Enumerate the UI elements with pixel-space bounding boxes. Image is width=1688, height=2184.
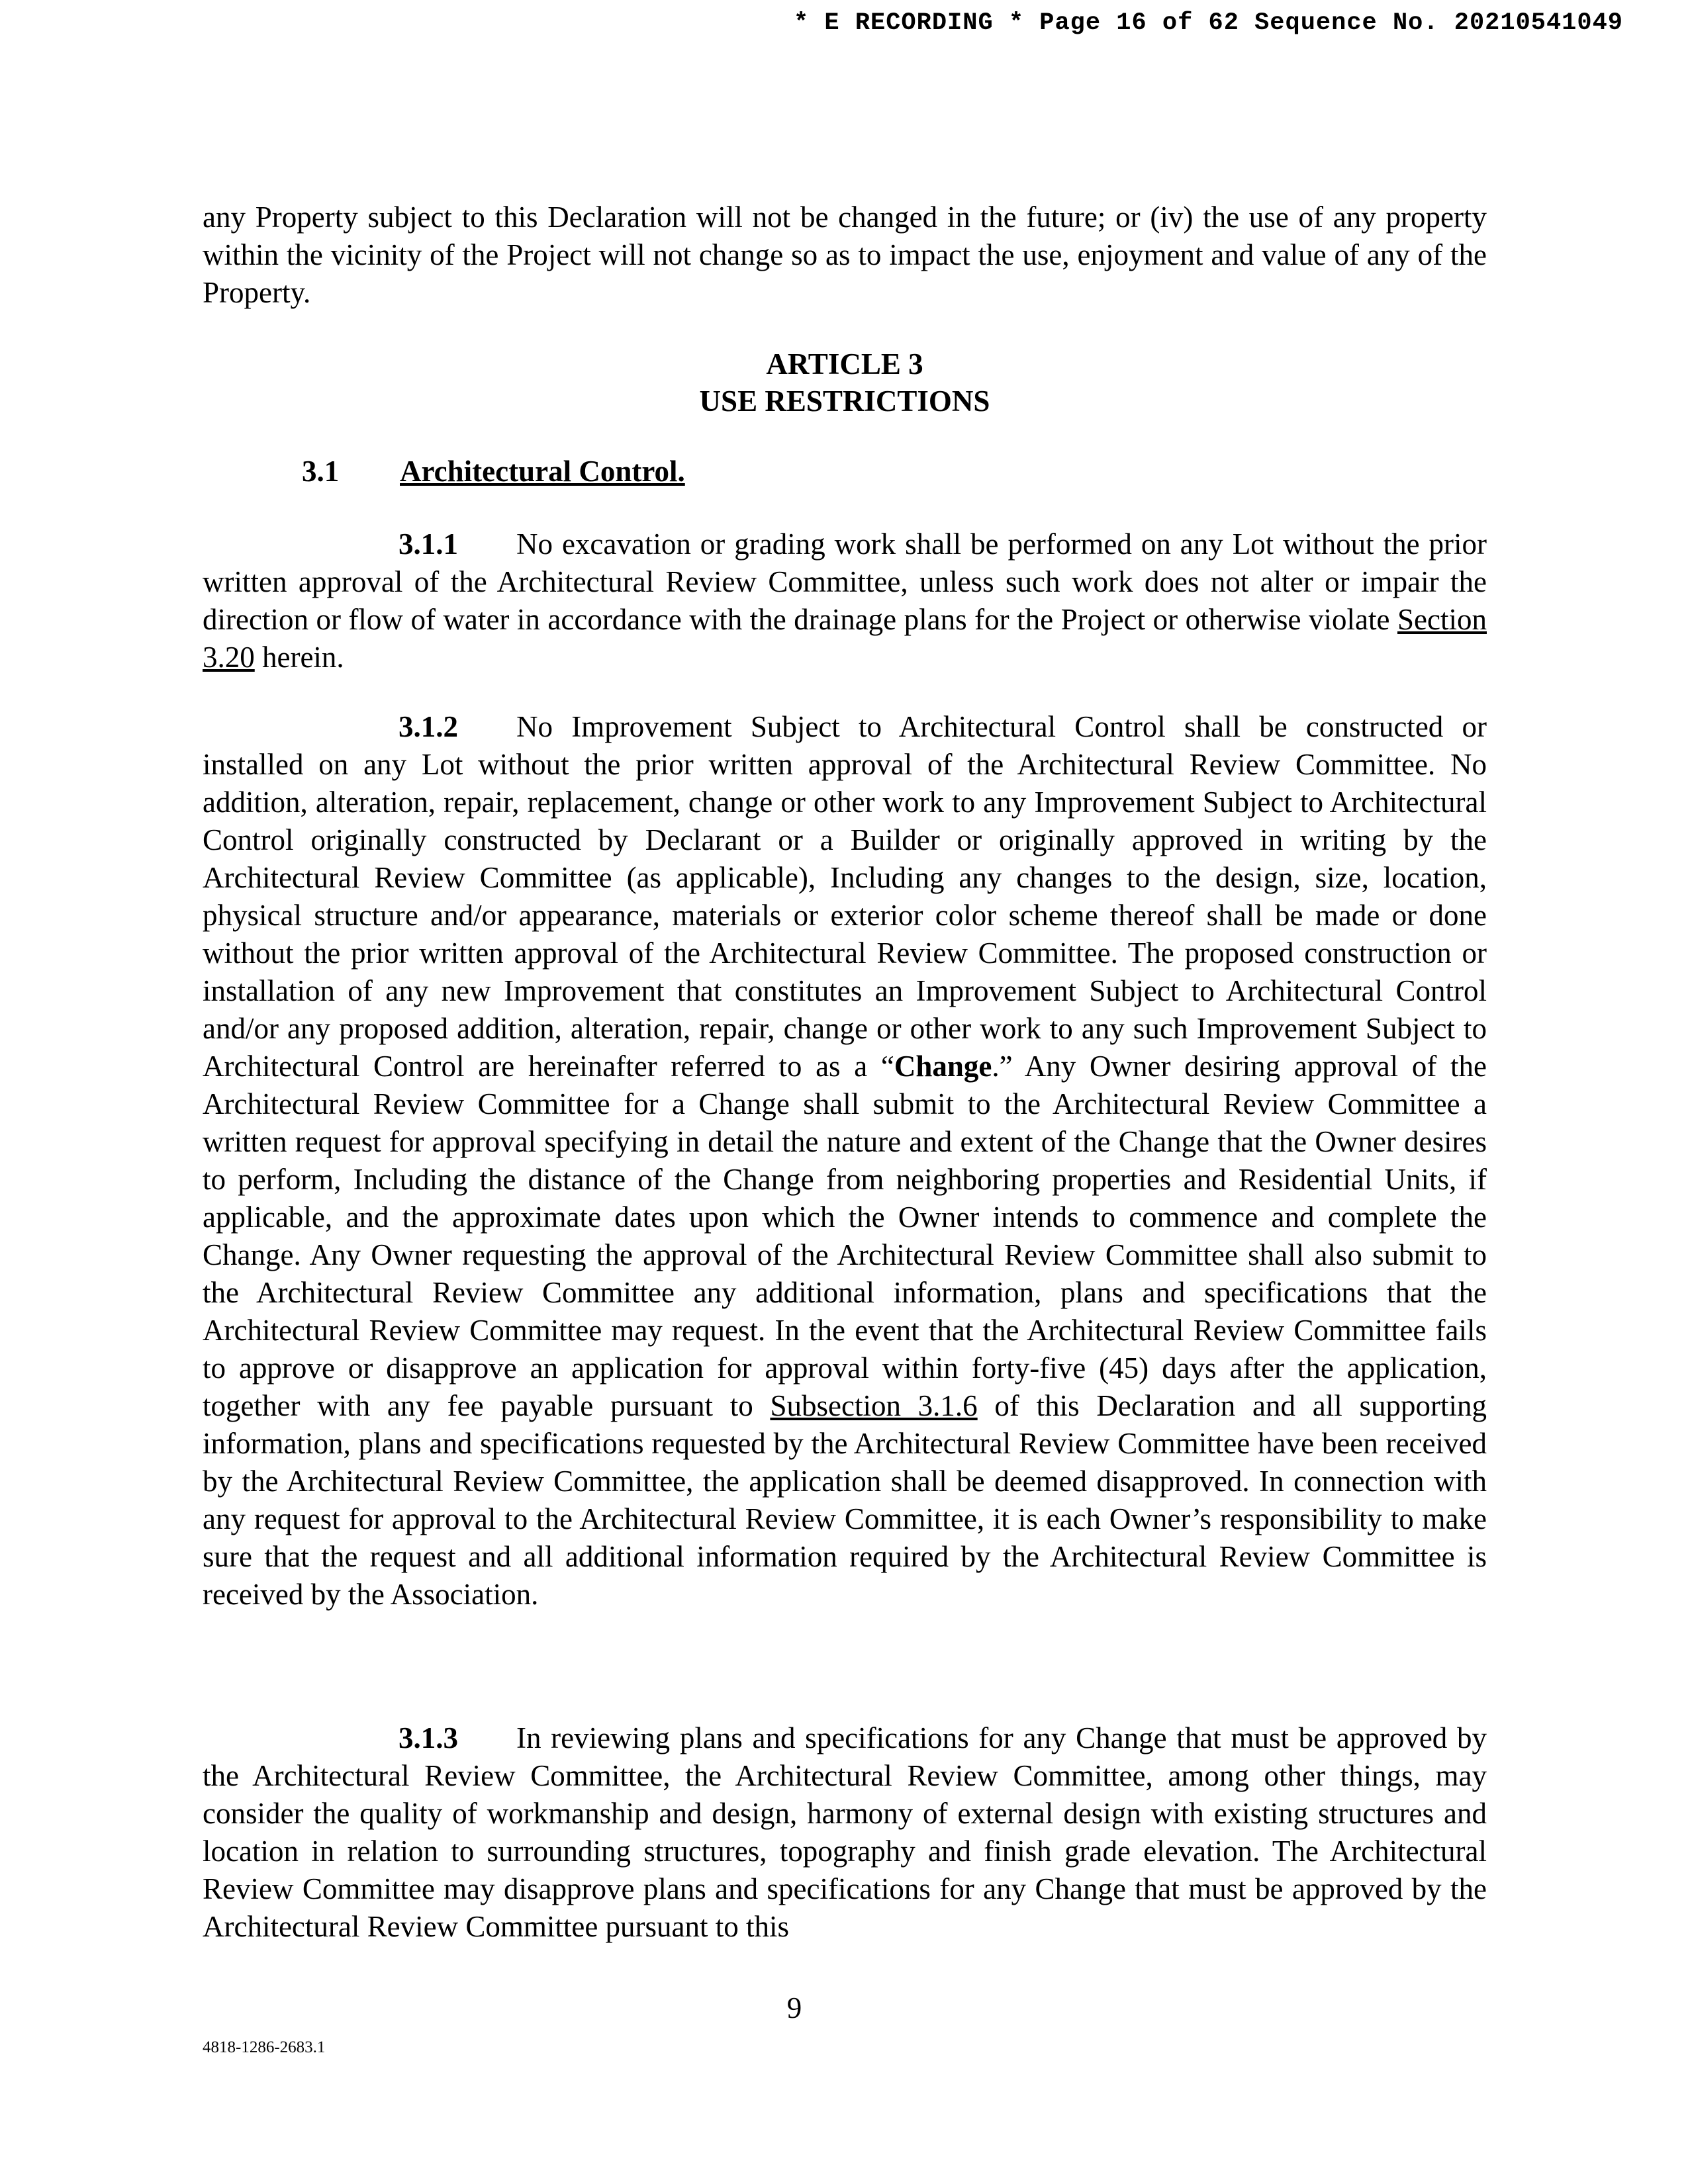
- defined-term: Change: [894, 1050, 992, 1083]
- article-number: ARTICLE 3: [766, 347, 923, 381]
- subsection-3-1-1: [203, 525, 1487, 676]
- section-title: Architectural Control.: [400, 455, 685, 488]
- section-heading: [302, 454, 685, 488]
- subsection-number: 3.1.1: [399, 527, 458, 561]
- subsection-text: 3.1.1 No excavation or grading work shall be performed on any Lot without the prior written approval of the Architectural Review Committee, unless such work does not alter or impair the direction or flow of water in accordance with the drainage plans for the Project or otherwise violate Section 3.20 herein.: [203, 525, 1487, 676]
- section-reference-link: Section 3.20: [203, 603, 1487, 674]
- recording-stamp: * E RECORDING * Page 16 of 62 Sequence No. 20210541049: [794, 9, 1623, 37]
- subsection-number: 3.1.2: [399, 710, 458, 743]
- subsection-3-1-2: [203, 708, 1487, 1614]
- subsection-number: 3.1.3: [399, 1721, 458, 1754]
- intro-paragraph: [203, 199, 1487, 312]
- section-number: 3.1: [302, 455, 340, 488]
- intro-text: any Property subject to this Declaration will not be changed in the future; or (iv) the use of any property within the vicinity of the Project will not change so as to impact the use, enjoyment and value of any of the Property.: [203, 201, 1487, 309]
- subsection-text: 3.1.2 No Improvement Subject to Architectural Control shall be constructed or installed on any Lot without the prior written approval of the Architectural Review Committee. No addition, alteration, repair, replacement, change or other work to any Improvement Subject to Architectural Control originally constructed by Declarant or a Builder or originally approved in writing by the Architectural Review Committee (as applicable), Including any changes to the design, size, location, physical structure and/or appearance, materials or exterior color scheme thereof shall be made or done without the prior written approval of the Architectural Review Committee. The proposed construction or installation of any new Improvement that constitutes an Improvement Subject to Architectural Control and/or any proposed addition, alteration, repair, change or other work to any such Improvement Subject to Architectural Control are hereinafter referred to as a “Change.” Any Owner desiring approval of the Architectural Review Committee for a Change shall submit to the Architectural Review Committee a written request for approval specifying in detail the nature and extent of the Change that the Owner desires to perform, Including the distance of the Change from neighboring properties and Residential Units, if applicable, and the approximate dates upon which the Owner intends to commence and complete the Change. Any Owner requesting the approval of the Architectural Review Committee shall also submit to the Architectural Review Committee any additional information, plans and specifications that the Architectural Review Committee may request. In the event that the Architectural Review Committee fails to approve or disapprove an application for approval within forty-five (45) days after the application, together with any fee payable pursuant to Subsection 3.1.6 of this Declaration and all supporting information, plans and specifications requested by the Architectural Review Committee have been received by the Architectural Review Committee, the application shall be deemed disapproved. In connection with any request for approval to the Architectural Review Committee, it is each Owner’s responsibility to make sure that the request and all additional information required by the Architectural Review Committee is received by the Association.: [203, 708, 1487, 1614]
- article-title: USE RESTRICTIONS: [699, 385, 990, 418]
- subsection-text: 3.1.3 In reviewing plans and specifications for any Change that must be approved by the Architectural Review Committee, the Architectural Review Committee, among other things, may consider the quality of workmanship and design, harmony of external design with existing structures and location in relation to surrounding structures, topography and finish grade elevation. The Architectural Review Committee may disapprove plans and specifications for any Change that must be approved by the Architectural Review Committee pursuant to this: [203, 1719, 1487, 1946]
- page-number: 9: [786, 1991, 802, 2025]
- article-heading: [203, 345, 1487, 420]
- subsection-reference-link: Subsection 3.1.6: [770, 1389, 978, 1422]
- subsection-3-1-3: [203, 1719, 1487, 1946]
- document-id: 4818-1286-2683.1: [203, 2038, 326, 2056]
